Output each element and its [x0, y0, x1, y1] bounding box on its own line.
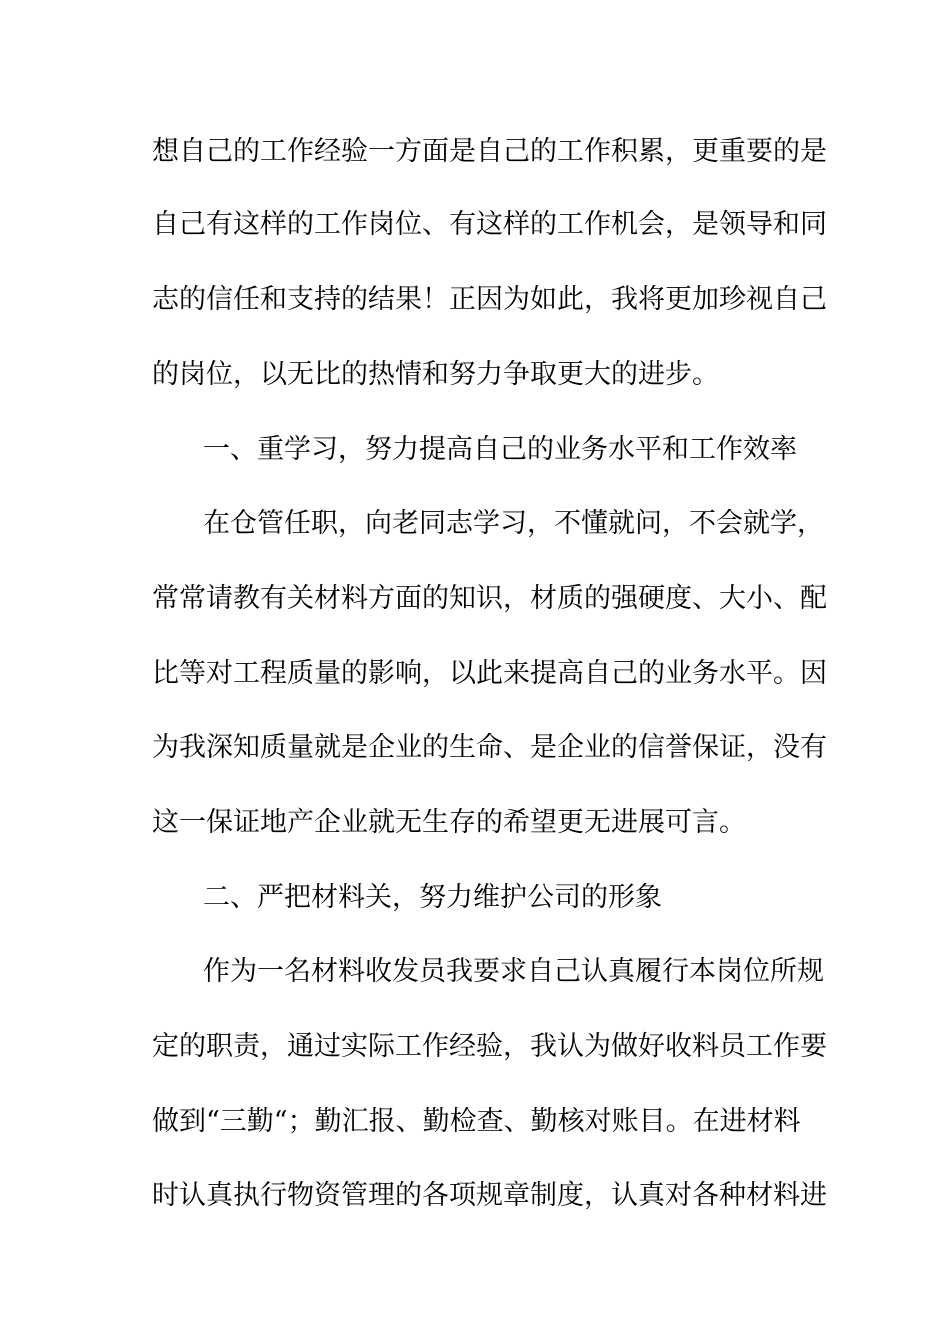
paragraph-line: 在仓管任职，向老同志学习，不懂就问，不会就学，: [203, 508, 824, 539]
paragraph-line: 时认真执行物资管理的各项规章制度，认真对各种材料进: [152, 1180, 827, 1211]
paragraph-line: 自己有这样的工作岗位、有这样的工作机会，是领导和同: [152, 209, 827, 240]
paragraph-line: 这一保证地产企业就无生存的希望更无进展可言。: [152, 807, 746, 838]
paragraph-line: 常常请教有关材料方面的知识，材质的强硬度、大小、配: [152, 583, 827, 614]
paragraph-line: 作为一名材料收发员我要求自己认真履行本岗位所规: [203, 956, 824, 987]
section-heading: 二、严把材料关，努力维护公司的形象: [203, 882, 662, 913]
paragraph-line: 做到“三勤“；勤汇报、勤检查、勤核对账目。在进材料: [152, 1106, 801, 1137]
section-heading: 一、重学习，努力提高自己的业务水平和工作效率: [203, 434, 797, 465]
paragraph-line: 志的信任和支持的结果！正因为如此，我将更加珍视自己: [152, 284, 827, 315]
paragraph-line: 定的职责，通过实际工作经验，我认为做好收料员工作要: [152, 1031, 827, 1062]
paragraph-line: 的岗位，以无比的热情和努力争取更大的进步。: [152, 359, 719, 390]
paragraph-line: 想自己的工作经验一方面是自己的工作积累，更重要的是: [152, 136, 827, 167]
paragraph-line: 为我深知质量就是企业的生命、是企业的信誉保证，没有: [152, 732, 827, 763]
paragraph-line: 比等对工程质量的影响，以此来提高自己的业务水平。因: [152, 658, 827, 689]
